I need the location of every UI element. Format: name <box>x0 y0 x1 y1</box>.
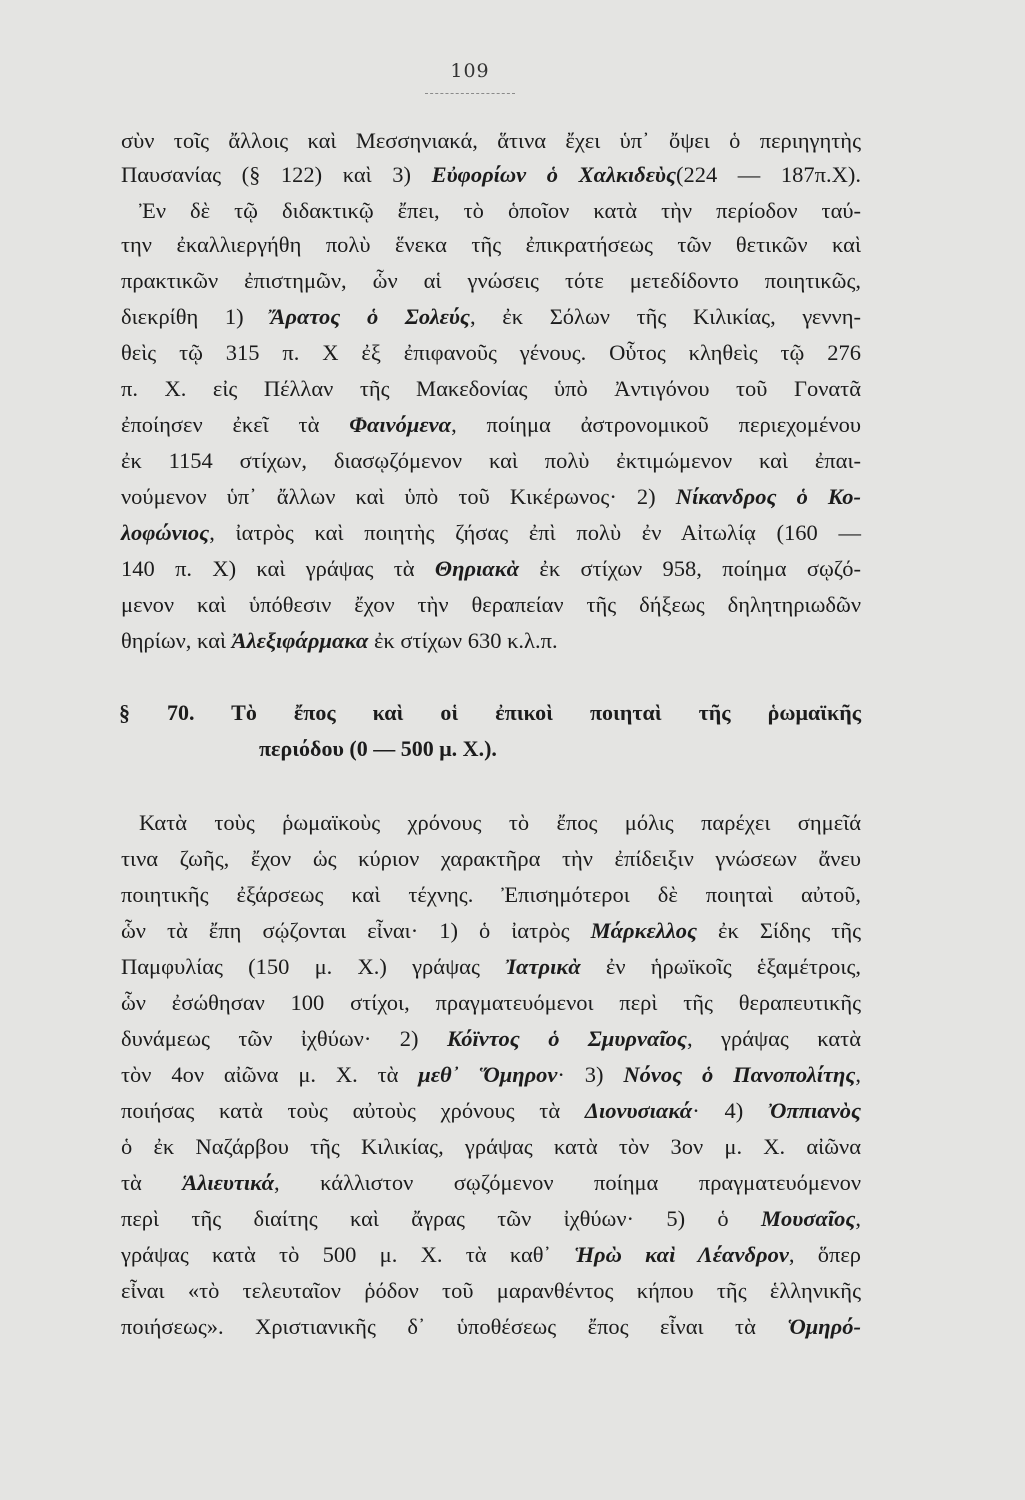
text-line: ἐκ 1154 στίχων, διασῳζόμενον καὶ πολὺ ἐκτιμώμενον καὶ ἐπαι- <box>121 448 861 473</box>
text-line: Παμφυλίας (150 μ. Χ.) γράψας Ἰατρικὰ ἐν ἡρωϊκοῖς ἑξαμέτροις, <box>121 954 861 979</box>
text-line: εἶναι «τὸ τελευταῖον ῥόδον τοῦ μαρανθέντος κήπου τῆς ἑλληνικῆς <box>121 1278 861 1303</box>
page-number-rule <box>425 93 515 94</box>
emphasized-term: Ἡρὼ καὶ Λέανδρον <box>574 1242 789 1267</box>
text-line: ὧν τὰ ἔπη σῴζονται εἶναι· 1) ὁ ἰατρὸς Μάρκελλος ἐκ Σίδης τῆς <box>121 918 862 943</box>
emphasized-term: Φαινόμενα <box>349 412 452 437</box>
emphasized-term: Εὐφορίων ὁ Χαλκιδεὺς <box>431 162 676 187</box>
text-line: Παυσανίας (§ 122) καὶ 3) Εὐφορίων ὁ Χαλκιδεὺς(224 — 187π.Χ). <box>121 162 861 187</box>
text-line: τὰ Ἁλιευτικά, κάλλιστον σῳζόμενον ποίημα πραγματευόμενον <box>121 1170 861 1195</box>
text-line: την ἐκαλλιεργήθη πολὺ ἕνεκα τῆς ἐπικρατήσεως τῶν θετικῶν καὶ <box>121 232 861 257</box>
text-line: σὺν τοῖς ἄλλοις καὶ Μεσσηνιακά, ἅτινα ἔχει ὑπ᾿ ὄψει ὁ περιηγητὴς <box>121 128 861 153</box>
text-line: 140 π. Χ) καὶ γράψας τὰ Θηριακὰ ἐκ στίχων 958, ποίημα σῳζό- <box>121 556 862 581</box>
text-line: ἐποίησεν ἐκεῖ τὰ Φαινόμενα, ποίημα ἀστρονομικοῦ περιεχομένου <box>121 412 861 437</box>
emphasized-term: λοφώνιος <box>121 520 210 545</box>
text-line: λοφώνιος, ἰατρὸς καὶ ποιητὴς ζήσας ἐπὶ πολὺ ἐν Αἰτωλίᾳ (160 — <box>121 520 861 545</box>
text-line: νούμενον ὑπ᾿ ἄλλων καὶ ὑπὸ τοῦ Κικέρωνος· 2) Νίκανδρος ὁ Κο- <box>121 484 861 509</box>
text-line: Ἐν δὲ τῷ διδακτικῷ ἔπει, τὸ ὁποῖον κατὰ τὴν περίοδον ταύ- <box>139 198 861 223</box>
emphasized-term: Ἄρατος ὁ Σολεύς <box>270 304 470 329</box>
emphasized-term: Ἀλεξιφάρμακα <box>231 628 369 653</box>
text-line: ποιήσεως». Χριστιανικῆς δ᾿ ὑποθέσεως ἔπος εἶναι τὰ Ὁμηρό- <box>121 1314 861 1339</box>
emphasized-term: Νόνος ὁ Πανοπολίτης <box>623 1062 856 1087</box>
text-line: ποιητικῆς ἐξάρσεως καὶ τέχνης. Ἐπισημότεροι δὲ ποιηταὶ αὐτοῦ, <box>121 882 861 907</box>
emphasized-term: μεθ᾿ Ὅμηρον <box>418 1062 558 1087</box>
text-line: θεὶς τῷ 315 π. Χ ἐξ ἐπιφανοῦς γένους. Οὗτος κληθεὶς τῷ 276 <box>121 340 861 365</box>
text-line: περὶ τῆς διαίτης καὶ ἄγρας τῶν ἰχθύων· 5) ὁ Μουσαῖος, <box>121 1206 861 1231</box>
text-line: δυνάμεως τῶν ἰχθύων· 2) Κόϊντος ὁ Σμυρναῖος, γράψας κατὰ <box>121 1026 861 1051</box>
text-line: γράψας κατὰ τὸ 500 μ. Χ. τὰ καθ᾿ Ἡρὼ καὶ Λέανδρον, ὅπερ <box>121 1242 861 1267</box>
section-heading-line-1: § 70. Τὸ ἔπος καὶ οἱ ἐπικοὶ ποιηταὶ τῆς ῥωμαϊκῆς <box>119 700 861 725</box>
emphasized-term: Νίκανδρος ὁ Κο- <box>675 484 861 509</box>
section-heading-line-2: περιόδου (0 — 500 μ. Χ.). <box>259 736 497 761</box>
text-line: ποιήσας κατὰ τοὺς αὐτοὺς χρόνους τὰ Διονυσιακά· 4) Ὀππιανὸς <box>121 1098 861 1123</box>
text-line: τὸν 4ον αἰῶνα μ. Χ. τὰ μεθ᾿ Ὅμηρον· 3) Νόνος ὁ Πανοπολίτης, <box>121 1062 861 1087</box>
text-line: ὁ ἐκ Ναζάρβου τῆς Κιλικίας, γράψας κατὰ τὸν 3ον μ. Χ. αἰῶνα <box>121 1134 861 1159</box>
emphasized-term: Ὀππιανὸς <box>768 1098 861 1123</box>
text-line: τινα ζωῆς, ἔχον ὡς κύριον χαρακτῆρα τὴν ἐπίδειξιν γνώσεων ἄνευ <box>121 846 861 871</box>
text-line: πρακτικῶν ἐπιστημῶν, ὧν αἱ γνώσεις τότε μετεδίδοντο ποιητικῶς, <box>121 268 861 293</box>
emphasized-term: Μουσαῖος <box>760 1206 856 1231</box>
text-line: διεκρίθη 1) Ἄρατος ὁ Σολεύς, ἐκ Σόλων τῆς Κιλικίας, γεννη- <box>121 304 861 329</box>
emphasized-term: Θηριακὰ <box>434 556 520 581</box>
emphasized-term: Μάρκελλος <box>590 918 698 943</box>
emphasized-term: Ὁμηρό- <box>787 1314 861 1339</box>
text-line: Κατὰ τοὺς ῥωμαϊκοὺς χρόνους τὸ ἔπος μόλις παρέχει σημεῖά <box>139 810 861 835</box>
text-line: π. Χ. εἰς Πέλλαν τῆς Μακεδονίας ὑπὸ Ἀντιγόνου τοῦ Γονατᾶ <box>121 376 861 401</box>
text-line: ὧν ἐσώθησαν 100 στίχοι, πραγματευόμενοι περὶ τῆς θεραπευτικῆς <box>121 990 861 1015</box>
emphasized-term: Ἁλιευτικά <box>182 1170 275 1195</box>
text-line: μενον καὶ ὑπόθεσιν ἔχον τὴν θεραπείαν τῆς δήξεως δηλητηριωδῶν <box>121 592 861 617</box>
emphasized-term: Διονυσιακά <box>584 1098 693 1123</box>
emphasized-term: Κόϊντος ὁ Σμυρναῖος <box>446 1026 687 1051</box>
text-line: θηρίων, καὶ Ἀλεξιφάρμακα ἐκ στίχων 630 κ.λ.π. <box>121 628 558 653</box>
emphasized-term: Ἰατρικὰ <box>505 954 581 979</box>
page-number: 109 <box>450 60 490 82</box>
